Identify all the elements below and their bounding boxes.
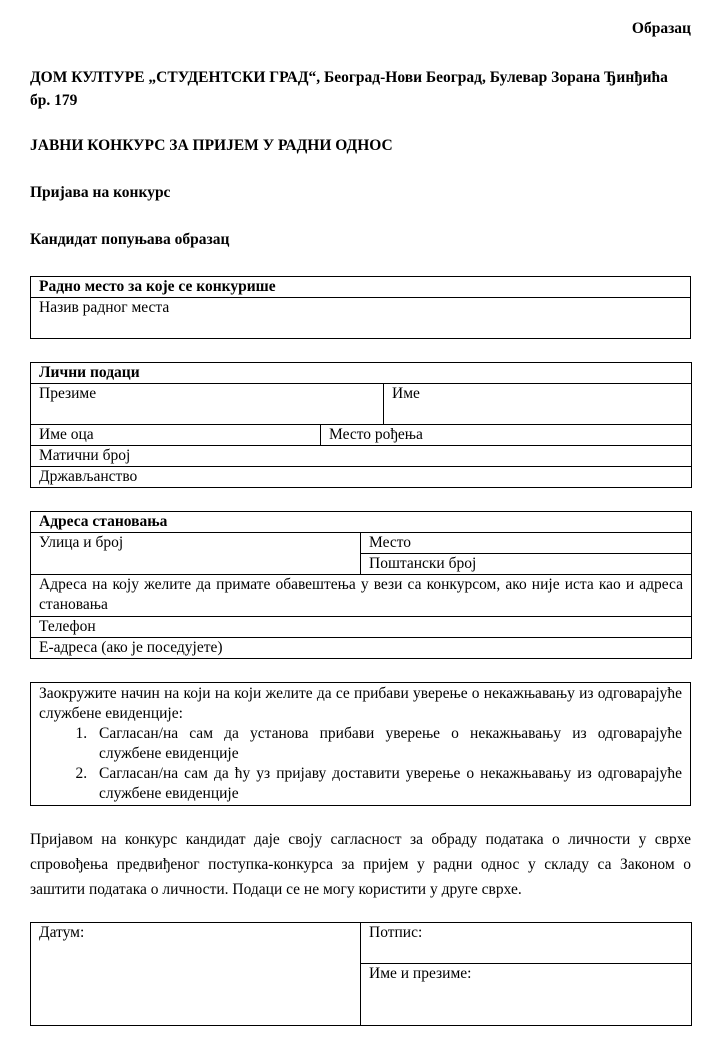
- address-table: [30, 511, 692, 659]
- citizenship-field[interactable]: Држављанство: [31, 467, 692, 488]
- jmbg-field[interactable]: Матични број: [31, 446, 692, 467]
- signature-table: [30, 922, 692, 1026]
- form-label: Образац: [631, 20, 691, 37]
- certificate-intro: Заокружите начин на који на који желите да се прибави уверење о некажњавању из одговарајуће службене евиденције:: [39, 685, 682, 722]
- surname-field[interactable]: Презиме: [31, 384, 384, 425]
- certificate-option-2[interactable]: 2. Сагласан/на сам да ћу уз пријаву доставити уверење о некажњавању из одговарајуће службене евиденције: [91, 764, 682, 804]
- instruction-text: Кандидат попуњава образац: [30, 231, 230, 248]
- position-table: [30, 276, 691, 339]
- date-field[interactable]: Датум:: [31, 923, 361, 1026]
- name-field[interactable]: Име: [384, 384, 692, 425]
- institution-heading: ДОМ КУЛТУРЕ „СТУДЕНТСКИ ГРАД“, Београд-Нови Београд, Булевар Зорана Ђинђића бр. 179: [30, 69, 668, 109]
- position-header: Радно место за које се конкурише: [31, 277, 691, 298]
- signature-field[interactable]: Потпис:: [361, 923, 692, 964]
- city-field[interactable]: Место: [361, 533, 692, 554]
- phone-field[interactable]: Телефон: [31, 617, 692, 638]
- application-title: Пријава на конкурс: [30, 184, 171, 201]
- address-header: Адреса становања: [31, 512, 692, 533]
- personal-header: Лични подаци: [31, 363, 692, 384]
- competition-title: ЈАВНИ КОНКУРС ЗА ПРИЈЕМ У РАДНИ ОДНОС: [30, 137, 393, 154]
- postal-field[interactable]: Поштански број: [361, 554, 692, 575]
- certificate-options-box: [30, 682, 691, 806]
- consent-paragraph: Пријавом на конкурс кандидат даје своју сагласност за обраду података о личности у сврхе спровођења предвиђеног поступка-конкурса за пријем у радни однос у складу са Законом о заштити података о личности. Подаци се не могу користити у друге сврхе.: [30, 831, 691, 898]
- street-field[interactable]: Улица и број: [31, 533, 361, 575]
- birthplace-field[interactable]: Место рођења: [321, 425, 692, 446]
- certificate-option-1[interactable]: 1. Сагласан/на сам да установа прибави уверење о некажњавању из одговарајуће службене евиденције: [91, 724, 682, 764]
- full-name-field[interactable]: Име и презиме:: [361, 964, 692, 1026]
- certificate-options-list: [39, 724, 682, 804]
- notice-address-field[interactable]: Адреса на коју желите да примате обавештења у вези са конкурсом, ако није иста као и адреса становања: [31, 575, 692, 617]
- personal-data-table: [30, 362, 692, 488]
- father-name-field[interactable]: Име оца: [31, 425, 321, 446]
- position-name-field[interactable]: Назив радног места: [31, 298, 691, 339]
- email-field[interactable]: Е-адреса (ако је поседујете): [31, 638, 692, 659]
